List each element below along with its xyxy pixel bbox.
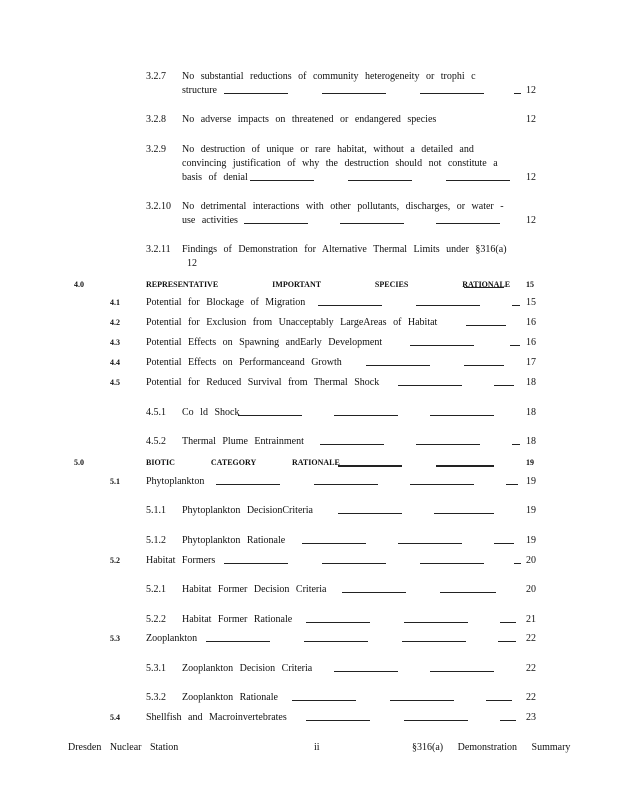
leader-line [436, 223, 500, 224]
entry-number: 5.3.2 [146, 692, 166, 703]
entry-number: 5.1.1 [146, 505, 166, 516]
leader-line [420, 93, 484, 94]
entry-title: Habitat Former Rationale [182, 614, 293, 625]
entry-number: 5.3 [110, 634, 120, 643]
leader-line [314, 484, 378, 485]
entry-title: Potential Effects on Spawning andEarly Development [146, 337, 383, 348]
page-number: 18 [526, 377, 536, 388]
leader-line [322, 93, 386, 94]
page-number: 21 [526, 614, 536, 625]
leader-line [402, 641, 466, 642]
leader-line [398, 543, 462, 544]
leader-line [306, 622, 370, 623]
entry-number: 5.3.1 [146, 663, 166, 674]
leader-line [440, 592, 496, 593]
page-number: 12 [526, 85, 536, 96]
entry-title: Potential for Blockage of Migration [146, 297, 306, 308]
leader-line [404, 622, 468, 623]
entry-title: Potential for Reduced Survival from Thermal Shock [146, 377, 380, 388]
entry-number: 5.1.2 [146, 535, 166, 546]
entry-title: Co ld Shock [182, 407, 240, 418]
leader-line [410, 484, 474, 485]
leader-line [322, 563, 386, 564]
page-number: 20 [526, 584, 536, 595]
leader-line [446, 180, 510, 181]
page-number: 22 [526, 692, 536, 703]
leader-line [340, 223, 404, 224]
entry-number: 4.5.1 [146, 407, 166, 418]
page-number: 12 [187, 258, 197, 269]
leader-line [224, 93, 288, 94]
section-title: REPRESENTATIVE IMPORTANT SPECIES RATIONALE [146, 280, 511, 289]
entry-title: Shellfish and Macroinvertebrates [146, 712, 287, 723]
entry-number: 5.2 [110, 556, 120, 565]
leader-line [410, 345, 474, 346]
section-number: 5.0 [74, 458, 84, 467]
leader-line [338, 465, 402, 467]
leader-line [434, 513, 494, 514]
leader-line [320, 444, 384, 445]
leader-line [250, 180, 314, 181]
entry-title: Potential for Exclusion from Unacceptably LargeAreas of Habitat [146, 317, 438, 328]
leader-line [238, 415, 302, 416]
entry-title-line: use activities [182, 215, 238, 226]
leader-line [494, 385, 514, 386]
leader-line [506, 484, 518, 485]
entry-title: Phytoplankton DecisionCriteria [182, 505, 313, 516]
entry-number: 3.2.7 [146, 71, 166, 82]
leader-line [416, 305, 480, 306]
entry-number: 4.3 [110, 338, 120, 347]
leader-line [398, 385, 462, 386]
leader-line [514, 93, 521, 94]
page-number: 22 [526, 633, 536, 644]
leader-line [500, 720, 516, 721]
page-number: 19 [526, 458, 534, 467]
leader-line [334, 671, 398, 672]
entry-number: 3.2.10 [146, 201, 171, 212]
leader-line [420, 563, 484, 564]
leader-line [342, 592, 406, 593]
entry-number: 5.4 [110, 713, 120, 722]
footer-document-title: §316(a) Demonstration Summary [412, 742, 571, 753]
leader-line [302, 543, 366, 544]
entry-title: Thermal Plume Entrainment [182, 436, 304, 447]
entry-title-line: Findings of Demonstration for Alternative Thermal Limits under §316(a) [182, 244, 507, 255]
leader-line [404, 720, 468, 721]
page-number: 19 [526, 505, 536, 516]
entry-title-line: structure [182, 85, 217, 96]
leader-line [224, 563, 288, 564]
page-number: 15 [526, 297, 536, 308]
leader-line [390, 700, 454, 701]
entry-title-line: convincing justification of why the destruction should not constitute a [182, 158, 498, 169]
section-title: BIOTIC CATEGORY RATIONALE [146, 458, 340, 467]
entry-title: Zooplankton Rationale [182, 692, 278, 703]
leader-line [216, 484, 280, 485]
entry-number: 4.1 [110, 298, 120, 307]
leader-line [292, 700, 356, 701]
entry-title: Zooplankton [146, 633, 198, 644]
page-number: 22 [526, 663, 536, 674]
entry-title: Zooplankton Decision Criteria [182, 663, 313, 674]
leader-line [306, 720, 370, 721]
page-number: 16 [526, 317, 536, 328]
leader-line [510, 345, 520, 346]
entry-title: Phytoplankton [146, 476, 205, 487]
leader-line [318, 305, 382, 306]
entry-title: Potential Effects on Performanceand Growth [146, 357, 342, 368]
entry-number: 4.5 [110, 378, 120, 387]
page-number: 18 [526, 407, 536, 418]
leader-line [464, 287, 504, 288]
entry-number: 5.2.2 [146, 614, 166, 625]
page-number: 12 [526, 172, 536, 183]
leader-line [244, 223, 308, 224]
section-number: 4.0 [74, 280, 84, 289]
entry-number: 4.4 [110, 358, 120, 367]
leader-line [436, 465, 494, 467]
leader-line [348, 180, 412, 181]
leader-line [430, 671, 494, 672]
leader-line [512, 444, 520, 445]
entry-number: 5.1 [110, 477, 120, 486]
entry-title: No adverse impacts on threatened or endangered species [182, 114, 437, 125]
entry-number: 5.2.1 [146, 584, 166, 595]
leader-line [514, 563, 521, 564]
leader-line [338, 513, 402, 514]
entry-number: 4.2 [110, 318, 120, 327]
page-number: 12 [526, 215, 536, 226]
page-number: 18 [526, 436, 536, 447]
footer-page-number: ii [314, 742, 320, 753]
page-number: 19 [526, 535, 536, 546]
entry-title: Habitat Formers [146, 555, 216, 566]
page-number: 19 [526, 476, 536, 487]
leader-line [334, 415, 398, 416]
page-number: 23 [526, 712, 536, 723]
entry-number: 4.5.2 [146, 436, 166, 447]
footer-station-name: Dresden Nuclear Station [68, 742, 179, 753]
entry-number: 3.2.11 [146, 244, 171, 255]
leader-line [304, 641, 368, 642]
entry-title-line: No destruction of unique or rare habitat, without a detailed and [182, 144, 474, 155]
leader-line [366, 365, 430, 366]
page-number: 17 [526, 357, 536, 368]
page-number: 20 [526, 555, 536, 566]
entry-title-line: No detrimental interactions with other pollutants, discharges, or water - [182, 201, 504, 212]
page-number: 16 [526, 337, 536, 348]
leader-line [500, 622, 516, 623]
entry-title-line: No substantial reductions of community heterogeneity or trophi c [182, 71, 476, 82]
page-number: 15 [526, 280, 534, 289]
leader-line [466, 325, 506, 326]
leader-line [416, 444, 480, 445]
leader-line [486, 700, 512, 701]
leader-line [494, 543, 514, 544]
entry-number: 3.2.8 [146, 114, 166, 125]
leader-line [206, 641, 270, 642]
leader-line [498, 641, 516, 642]
page-number: 12 [526, 114, 536, 125]
entry-title-line: basis of denial [182, 172, 248, 183]
entry-title: Habitat Former Decision Criteria [182, 584, 327, 595]
entry-title: Phytoplankton Rationale [182, 535, 286, 546]
entry-number: 3.2.9 [146, 144, 166, 155]
leader-line [512, 305, 520, 306]
leader-line [464, 365, 504, 366]
leader-line [430, 415, 494, 416]
